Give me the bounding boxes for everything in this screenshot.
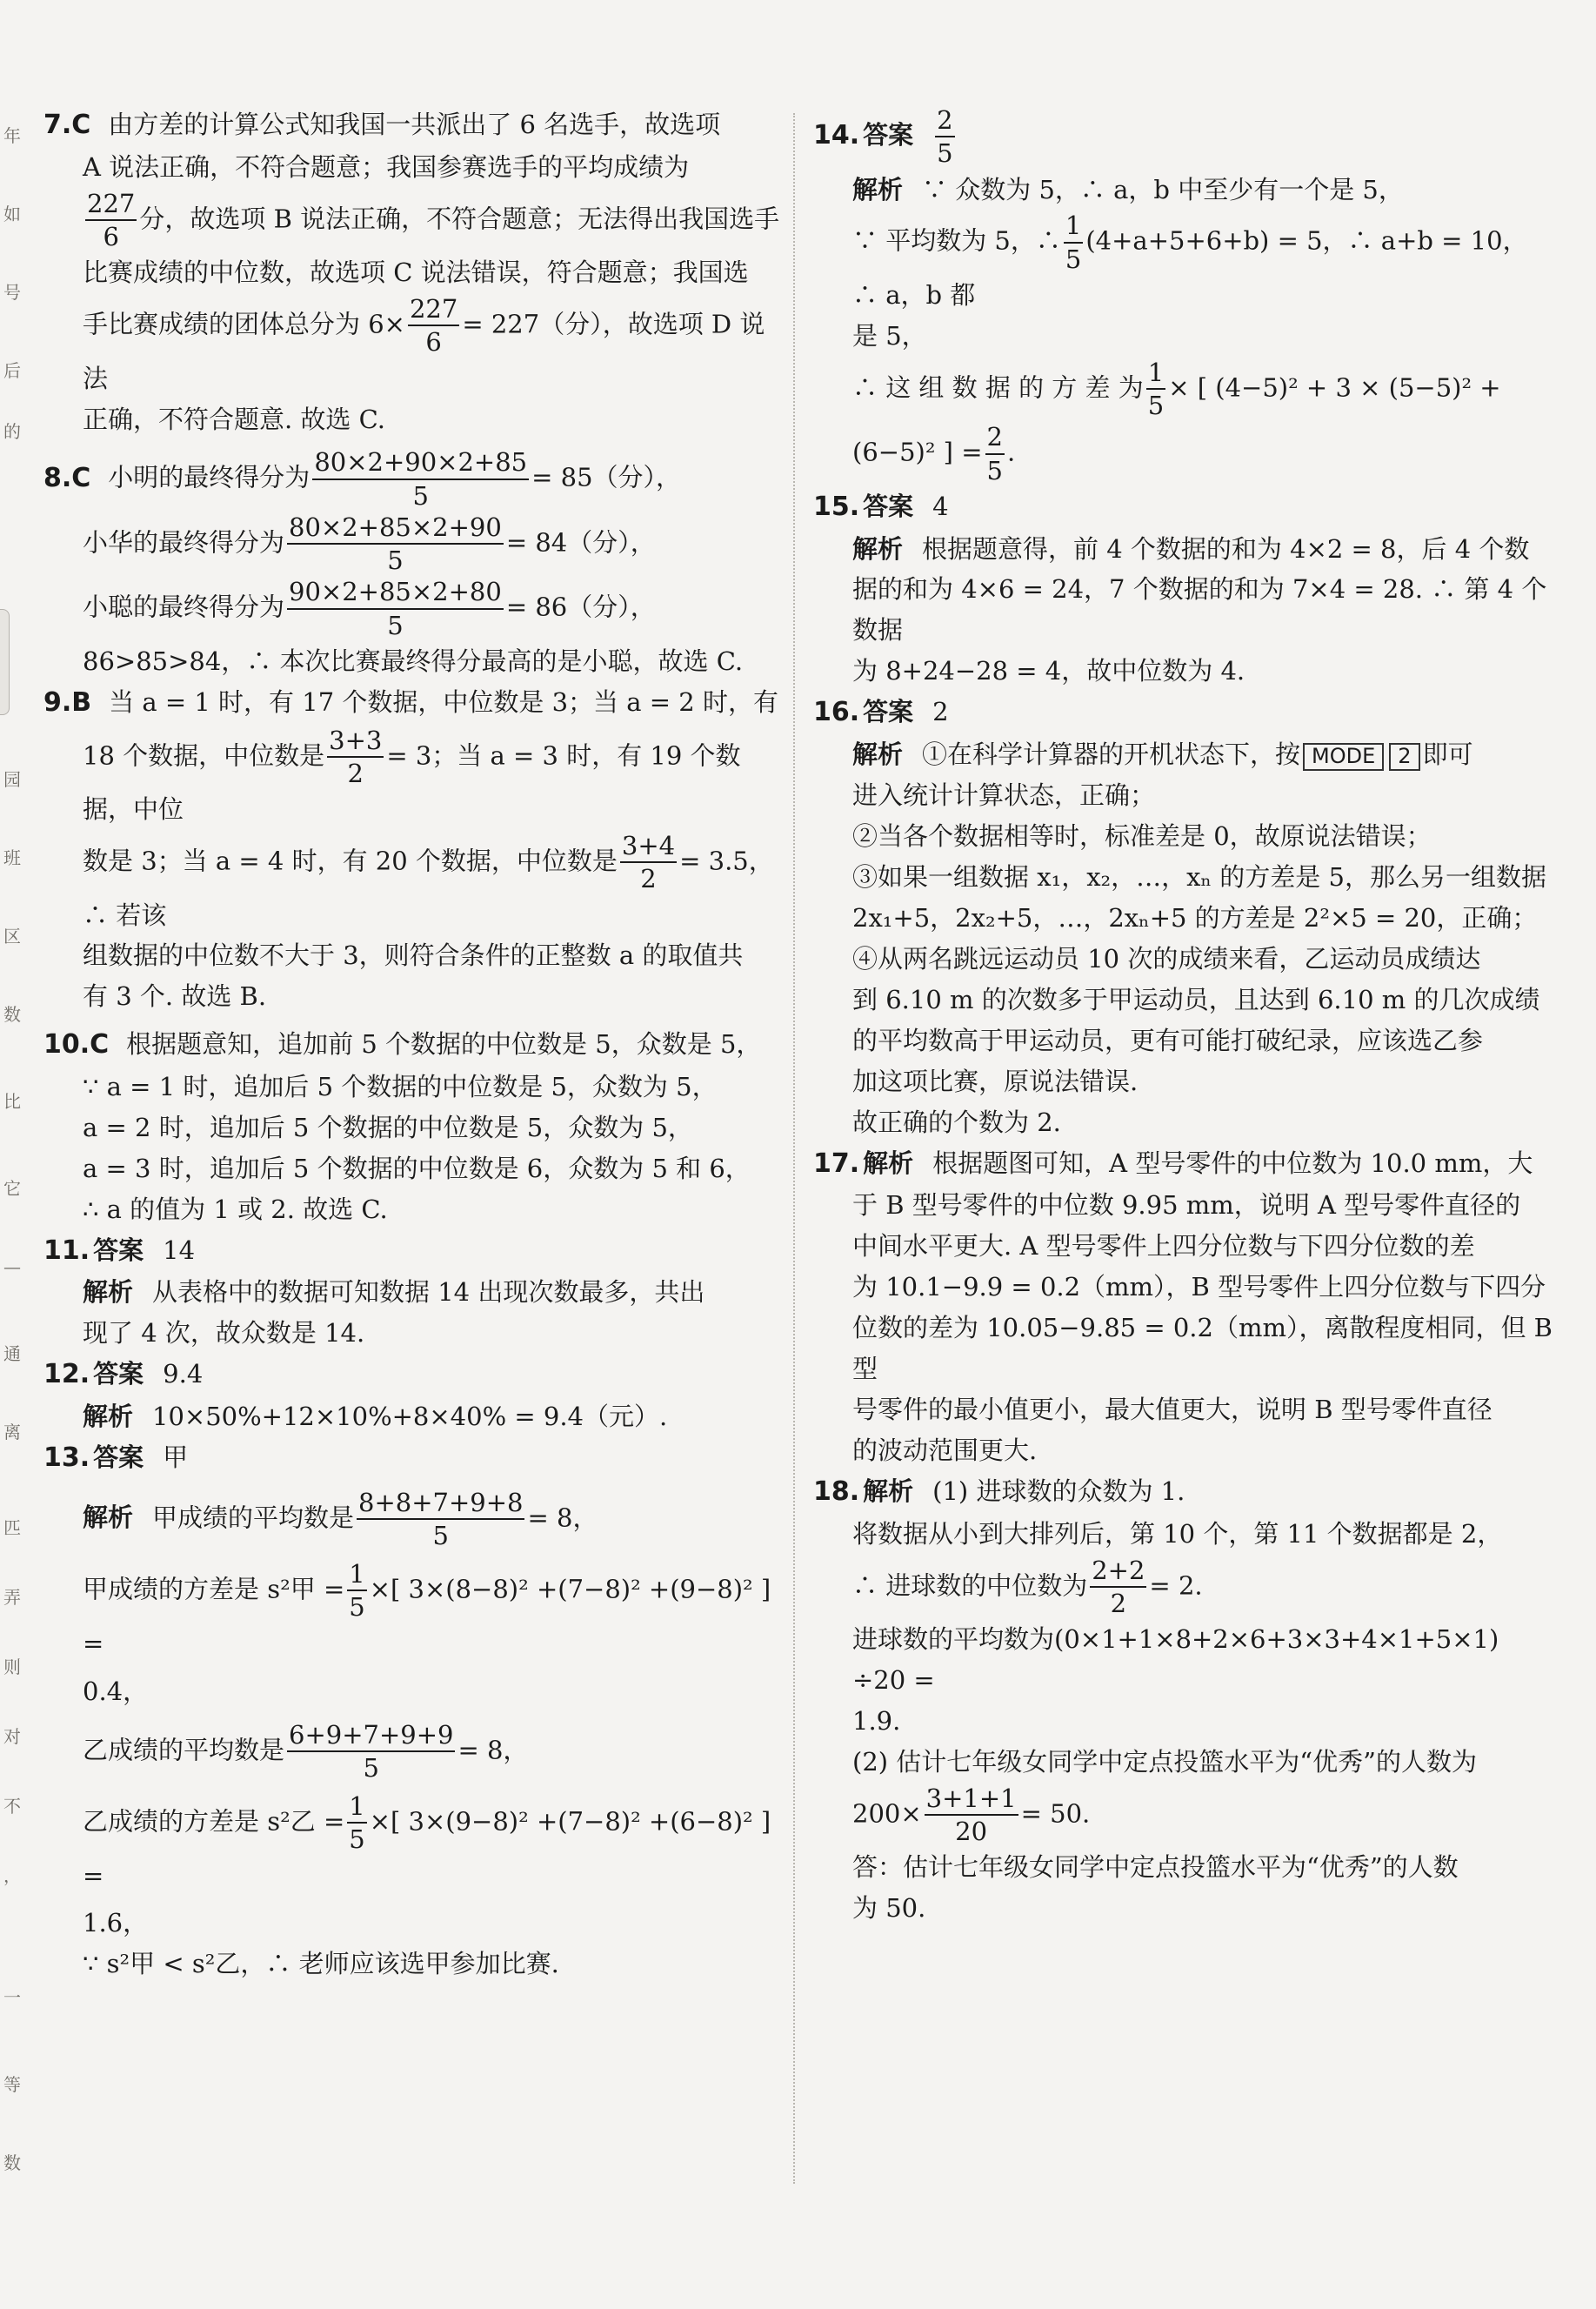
text-line: = 227（分），故选项 D 说法 [83, 309, 765, 393]
calculator-key-mode: MODE [1303, 743, 1384, 771]
text-line: = 50. [1020, 1798, 1091, 1829]
question-number: 13. [43, 1442, 90, 1473]
question-number: 17. [813, 1148, 860, 1179]
fraction: $\frac{6+9+7+9+9}{5}$ [289, 1719, 454, 1783]
question-11 [43, 1230, 783, 1355]
fraction: $\frac{227}{6}$ [409, 294, 458, 358]
text-line: 正确，不符合题意. 故选 C. [83, 404, 386, 434]
fraction: $\frac{3+4}{2}$ [621, 831, 676, 894]
text-line: 10×50%+12×10%+8×40% = 9.4（元）. [152, 1402, 668, 1431]
text-line: 现了 4 次，故众数是 14. [83, 1318, 365, 1349]
question-14 [813, 104, 1553, 486]
margin-char: 匹 [3, 1517, 21, 1538]
margin-char: 一 [3, 1987, 21, 2008]
left-column [43, 104, 783, 1984]
margin-char: 的 [3, 421, 21, 442]
text-line: ∵ 平均数为 5，∴ [852, 225, 1061, 256]
text-line: 根据题意知，追加前 5 个数据的中位数是 5，众数是 5， [126, 1029, 762, 1060]
margin-char: 后 [3, 360, 21, 381]
answer-label: 答案 [93, 1442, 144, 1472]
margin-char: 它 [3, 1178, 21, 1199]
text-line: 加这项比赛，原说法错误. [852, 1066, 1139, 1096]
explanation-label: 解析 [863, 1476, 914, 1507]
column-divider [793, 113, 795, 2184]
text-line: ×[ 3×(9−8)² +(7−8)² +(6−8)² ] = [83, 1806, 771, 1891]
margin-char: 不 [3, 1796, 21, 1817]
text-line: 将数据从小到大排列后，第 10 个，第 11 个数据都是 2， [852, 1518, 1503, 1549]
margin-char: 离 [3, 1422, 21, 1442]
fraction: $\frac{227}{6}$ [87, 188, 136, 251]
text-line: 进球数的平均数为(0×1+1×8+2×6+3×3+4×1+5×1) ÷20 = [852, 1624, 1499, 1696]
text-line: ∵ a = 1 时，追加后 5 个数据的中位数是 5，众数为 5， [83, 1072, 718, 1101]
text-line: 故正确的个数为 2. [852, 1107, 1061, 1137]
text-line: (4+a+5+6+b) = 5，∴ a+b = 10，∴ a，b 都 [852, 225, 1528, 310]
text-line: 当 a = 1 时，有 17 个数据，中位数是 3；当 a = 2 时，有 [109, 686, 778, 717]
answer-value: 4 [932, 491, 949, 521]
text-line: 为 10.1−9.9 = 0.2（mm），B 型号零件上四分位数与下四分 [852, 1272, 1546, 1302]
text-line: 据的和为 4×6 = 24，7 个数据的和为 7×4 = 28. ∴ 第 4 个数据 [852, 574, 1547, 646]
answer-value: 14 [163, 1235, 196, 1265]
margin-char: ， [3, 1865, 21, 1886]
text-line: 答：估计七年级女同学中定点投篮水平为“优秀”的人数 [852, 1852, 1459, 1883]
answer-label: 答案 [863, 120, 914, 151]
fraction: $\frac{8+8+7+9+8}{5}$ [358, 1487, 524, 1550]
answer-fraction: $\frac{2}{5}$ [937, 105, 953, 169]
fraction: $\frac{2}{5}$ [986, 422, 1003, 485]
text-line: 由方差的计算公式知我国一共派出了 6 名选手，故选项 [108, 110, 721, 139]
question-16 [813, 692, 1553, 1142]
margin-char: 比 [3, 1091, 21, 1112]
text-line: 的平均数高于甲运动员，更有可能打破纪录，应该选乙参 [852, 1025, 1484, 1055]
text-line: 18 个数据，中位数是 [83, 740, 325, 770]
margin-char: 弄 [3, 1587, 21, 1608]
question-13 [43, 1437, 783, 1984]
text-line: 小华的最终得分为 [83, 527, 285, 558]
question-12 [43, 1354, 783, 1437]
question-15 [813, 486, 1553, 692]
margin-char: 对 [3, 1726, 21, 1747]
question-number: 12. [43, 1359, 90, 1390]
margin-char: 数 [3, 2152, 21, 2173]
text-line: = 2. [1149, 1569, 1203, 1600]
text-line: = 85（分）， [531, 462, 682, 492]
text-line: = 84（分）， [505, 527, 656, 558]
text-line: ①在科学计算器的开机状态下，按 [922, 739, 1301, 769]
text-line: 200× [852, 1798, 922, 1829]
text-line: A 说法正确，不符合题意；我国参赛选手的平均成绩为 [83, 151, 690, 182]
text-line: ∴ a 的值为 1 或 2. 故选 C. [83, 1194, 388, 1224]
question-8 [43, 446, 783, 681]
answer-value: 2 [932, 697, 949, 727]
text-line: = 86（分）， [505, 592, 656, 622]
text-line: ∵ 众数为 5，∴ a，b 中至少有一个是 5， [922, 174, 1404, 204]
answer-value: 甲 [163, 1442, 189, 1472]
text-line: 中间水平更大. A 型号零件上四分位数与下四分位数的差 [852, 1231, 1475, 1262]
text-line: 1.6， [83, 1908, 149, 1938]
answer-value: 9.4 [163, 1359, 204, 1389]
text-line: a = 2 时，追加后 5 个数据的中位数是 5，众数为 5， [83, 1112, 693, 1142]
text-line: 是 5， [852, 320, 927, 351]
answer-label: 答案 [93, 1235, 144, 1265]
text-line: 进入统计计算状态，正确； [852, 780, 1156, 810]
fraction: $\frac{1}{5}$ [1065, 211, 1082, 274]
explanation-label: 解析 [852, 174, 904, 204]
text-line: 数是 3；当 a = 4 时，有 20 个数据，中位数是 [83, 846, 618, 876]
question-18 [813, 1471, 1553, 1929]
text-line: 位数的差为 10.05−9.85 = 0.2（mm），离散程度相同，但 B 型 [852, 1313, 1553, 1384]
text-line: 手比赛成绩的团体总分为 6× [83, 309, 405, 339]
text-line: 有 3 个. 故选 B. [83, 981, 267, 1012]
text-line: 86>85>84，∴ 本次比赛最终得分最高的是小聪，故选 C. [83, 646, 744, 676]
text-line: 0.4， [83, 1676, 149, 1706]
question-10 [43, 1024, 783, 1229]
text-line: 甲成绩的平均数是 [152, 1502, 355, 1532]
text-line: = 3.5，∴ 若该 [83, 846, 774, 930]
margin-char: 园 [3, 769, 21, 790]
question-number: 14. [813, 120, 860, 151]
text-line: 甲成绩的方差是 s²甲 = [83, 1574, 345, 1604]
answer-label: 答案 [863, 697, 914, 727]
text-line: 从表格中的数据可知数据 14 出现次数最多，共出 [152, 1277, 705, 1308]
question-number: 18. [813, 1476, 860, 1508]
fraction: $\frac{1}{5}$ [1147, 357, 1165, 421]
text-line: = 8， [457, 1734, 529, 1764]
text-line: . [1006, 437, 1016, 467]
text-line: ∴ 这 组 数 据 的 方 差 为 [852, 372, 1144, 403]
text-line: = 3；当 a = 3 时，有 19 个数据，中位 [83, 740, 741, 825]
explanation-label: 解析 [83, 1402, 134, 1431]
margin-char: 班 [3, 847, 21, 868]
margin-char: 数 [3, 1004, 21, 1025]
text-line: 组数据的中位数不大于 3，则符合条件的正整数 a 的取值共 [83, 940, 744, 971]
text-line: 即可 [1422, 739, 1473, 769]
margin-char: 等 [3, 2074, 21, 2095]
text-line: ②当各个数据相等时，标准差是 0，故原说法错误； [852, 820, 1432, 851]
text-line: 根据题图可知，A 型号零件的中位数为 10.0 mm，大 [932, 1148, 1533, 1178]
text-line: 号零件的最小值更小，最大值更大，说明 B 型号零件直径 [852, 1395, 1492, 1425]
explanation-label: 解析 [83, 1502, 134, 1532]
margin-char: 如 [3, 204, 21, 224]
question-number: 15. [813, 491, 860, 522]
fraction: $\frac{3+3}{2}$ [329, 725, 383, 788]
text-line: 分，故选项 B 说法正确，不符合题意；无法得出我国选手 [139, 203, 780, 233]
fraction: $\frac{3+1+1}{20}$ [925, 1783, 1017, 1847]
question-17 [813, 1143, 1553, 1471]
text-line: ∴ 进球数的中位数为 [852, 1569, 1088, 1600]
text-line: 乙成绩的方差是 s²乙 = [83, 1806, 345, 1837]
text-line: 到 6.10 m 的次数多于甲运动员，且达到 6.10 m 的几次成绩 [852, 984, 1540, 1014]
question-number: 9.B [43, 686, 92, 718]
explanation-label: 解析 [852, 533, 904, 564]
question-7 [43, 104, 783, 439]
fraction: $\frac{80\times 2+90\times 2+85}{5}$ [314, 447, 528, 511]
fraction: $\frac{1}{5}$ [349, 1791, 365, 1855]
explanation-label: 解析 [852, 739, 904, 769]
fraction: $\frac{1}{5}$ [349, 1559, 365, 1623]
right-column [813, 104, 1553, 1929]
text-line: 2x₁+5，2x₂+5，…，2xₙ+5 的方差是 2²×5 = 20，正确； [852, 902, 1538, 933]
text-line: 于 B 型号零件的中位数 9.95 mm，说明 A 型号零件直径的 [852, 1190, 1521, 1221]
question-number: 16. [813, 697, 860, 728]
text-line: 1.9. [852, 1706, 901, 1737]
text-line: 小聪的最终得分为 [83, 592, 285, 622]
margin-char: 年 [3, 125, 21, 146]
binding-margin-strip [0, 104, 23, 2175]
question-9 [43, 682, 783, 1017]
text-line: = 8， [527, 1502, 598, 1532]
explanation-label: 解析 [863, 1148, 914, 1178]
text-line: 的波动范围更大. [852, 1436, 1038, 1466]
question-number: 8.C [43, 462, 91, 493]
text-line: 为 8+24−28 = 4，故中位数为 4. [852, 656, 1245, 686]
question-number: 7.C [43, 110, 91, 140]
text-line: 乙成绩的平均数是 [83, 1734, 285, 1764]
fraction: $\frac{2+2}{2}$ [1092, 1555, 1145, 1618]
text-line: 比赛成绩的中位数，故选项 C 说法错误，符合题意；我国选 [83, 258, 749, 288]
text-line: ④从两名跳远运动员 10 次的成绩来看，乙运动员成绩达 [852, 943, 1481, 974]
margin-char: 区 [3, 926, 21, 947]
explanation-label: 解析 [83, 1277, 134, 1308]
question-number: 11. [43, 1235, 90, 1266]
text-line: 为 50. [852, 1893, 926, 1924]
text-line: 小明的最终得分为 [108, 462, 311, 492]
fraction: $\frac{80\times 2+85\times 2+90}{5}$ [289, 512, 502, 576]
question-number: 10.C [43, 1029, 110, 1061]
text-line: 根据题意得，前 4 个数据的和为 4×2 = 8，后 4 个数 [922, 533, 1530, 564]
margin-char: 号 [3, 282, 21, 303]
fraction: $\frac{90\times 2+85\times 2+80}{5}$ [289, 577, 502, 640]
calculator-key-2: 2 [1389, 743, 1419, 771]
text-line: a = 3 时，追加后 5 个数据的中位数是 6，众数为 5 和 6， [83, 1153, 751, 1183]
margin-char: — [3, 1256, 21, 1277]
answer-label: 答案 [863, 491, 914, 521]
text-line: ∵ s²甲 < s²乙，∴ 老师应该选甲参加比赛. [83, 1949, 559, 1979]
text-line: ③如果一组数据 x₁，x₂，…，xₙ 的方差是 5，那么另一组数据 [852, 861, 1546, 892]
margin-char: 通 [3, 1343, 21, 1364]
text-line: (2) 估计七年级女同学中定点投篮水平为“优秀”的人数为 [852, 1747, 1477, 1777]
text-line: × [ (4−5)² + 3 × (5−5)² + [1168, 372, 1501, 403]
text-line: (1) 进球数的众数为 1. [932, 1476, 1185, 1507]
margin-char: 则 [3, 1656, 21, 1677]
answer-label: 答案 [93, 1359, 144, 1389]
binding-tab [0, 609, 10, 715]
text-line: ×[ 3×(8−8)² +(7−8)² +(9−8)² ] = [83, 1574, 771, 1658]
text-line: (6−5)² ] = [852, 437, 983, 467]
